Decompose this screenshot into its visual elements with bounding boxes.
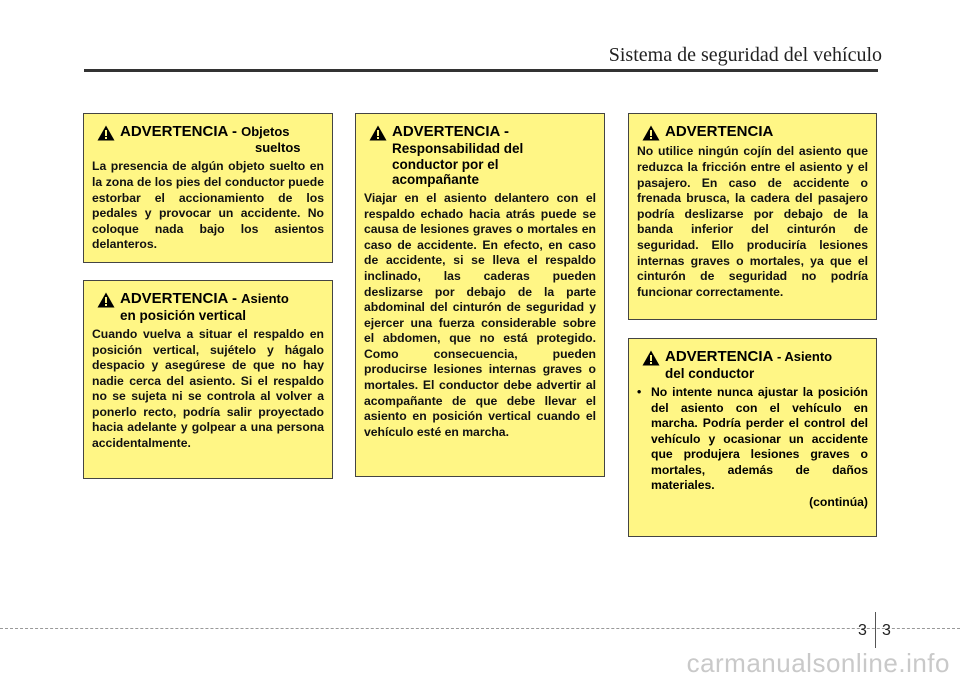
- warning-box-cojin: [628, 113, 877, 320]
- header-rule: [84, 69, 878, 72]
- warning-title-main: ADVERTENCIA -: [392, 123, 509, 140]
- warning-title: [92, 290, 324, 324]
- bullet-dot-icon: •: [637, 384, 642, 399]
- page-divider: [875, 612, 876, 648]
- warning-bullet: [637, 385, 868, 494]
- warning-triangle-icon: [97, 292, 115, 308]
- warning-title-main: ADVERTENCIA -: [120, 290, 242, 307]
- warning-title-sub-1: Responsabilidad del: [392, 141, 524, 157]
- page-header-title: Sistema de seguridad del vehículo: [608, 44, 882, 66]
- warning-box-objetos-sueltos: [83, 113, 333, 263]
- warning-title: [364, 123, 596, 188]
- warning-body: Viajar en el asiento delantero con el respaldo echado hacia atrás puede se causa de lesiones graves o mortales en caso de accidente. En efecto, en caso de accidente, si se lleva el respaldo inclinado, las caderas pueden deslizarse por debajo de la parte abdominal del cinturón de seguridad y ejercer una fuerza considerable sobre el abdomen, que no está protegido. Como consecuencia, pueden producirse lesiones internas graves o mortales. El conductor debe advertir al acompañante de que debe llevar el asiento en posición vertical cuando el vehículo esté en marcha.: [364, 190, 596, 439]
- continua-label: (continúa): [809, 495, 868, 510]
- warning-title-sub-3: acompañante: [392, 172, 480, 188]
- warning-title-sub: Objetos: [241, 124, 290, 139]
- warning-triangle-icon: [642, 350, 660, 366]
- warning-title-sub-2: en posición vertical: [120, 308, 247, 324]
- warning-bullet-text: No intente nunca ajustar la posición del asiento con el vehículo en marcha. Podría perder el control del vehículo y ocasionar un accidente que produjera lesiones graves o mortales, además de daños materiales.: [651, 384, 868, 493]
- warning-triangle-icon: [97, 125, 115, 141]
- warning-box-asiento-conductor: [628, 338, 877, 537]
- warning-triangle-icon: [369, 125, 387, 141]
- warning-box-responsabilidad: [355, 113, 605, 477]
- footer-rule: [0, 628, 960, 630]
- warning-title-sub: - Asiento: [773, 349, 833, 364]
- warning-triangle-icon: [642, 125, 660, 141]
- page-number: 3: [882, 622, 891, 639]
- warning-title: [637, 348, 868, 382]
- warning-body: La presencia de algún objeto suelto en la zona de los pies del conductor puede estorbar el accionamiento de los pedales y provocar un accidente. No coloque nada bajo los asientos delanteros.: [92, 159, 324, 252]
- watermark: carmanualsonline.info: [686, 648, 950, 678]
- warning-title: [92, 123, 324, 156]
- warning-title-main: ADVERTENCIA: [665, 348, 774, 365]
- warning-title-sub: Asiento: [241, 291, 289, 306]
- warning-title-sub-2: sueltos: [255, 140, 301, 156]
- warning-body: Cuando vuelva a situar el respaldo en posición vertical, sujételo y hágalo despacio y asegúrese de que no hay nadie cerca del asiento. Si el respaldo no se sujeta ni se controla al volver a ponerlo recto, podría salir proyectado hacia adelante y golpear a una persona accidentalmente.: [92, 326, 324, 451]
- warning-title: [637, 123, 868, 141]
- warning-body: No utilice ningún cojín del asiento que reduzca la fricción entre el asiento y el pasajero. En caso de accidente o frenada brusca, la cadera del pasajero podría deslizarse por debajo de la banda inferior del cinturón de seguridad. Ello produciría lesiones internas graves o mortales, ya que el cinturón de seguridad no podría funcionar correctamente.: [637, 144, 868, 299]
- warning-title-main: ADVERTENCIA: [665, 123, 774, 140]
- warning-title-sub-2: conductor por el: [392, 156, 499, 172]
- warning-title-sub-2: del conductor: [665, 366, 755, 382]
- warning-title-main: ADVERTENCIA -: [120, 123, 242, 140]
- warning-box-asiento-vertical: [83, 280, 333, 479]
- chapter-number: 3: [858, 622, 867, 639]
